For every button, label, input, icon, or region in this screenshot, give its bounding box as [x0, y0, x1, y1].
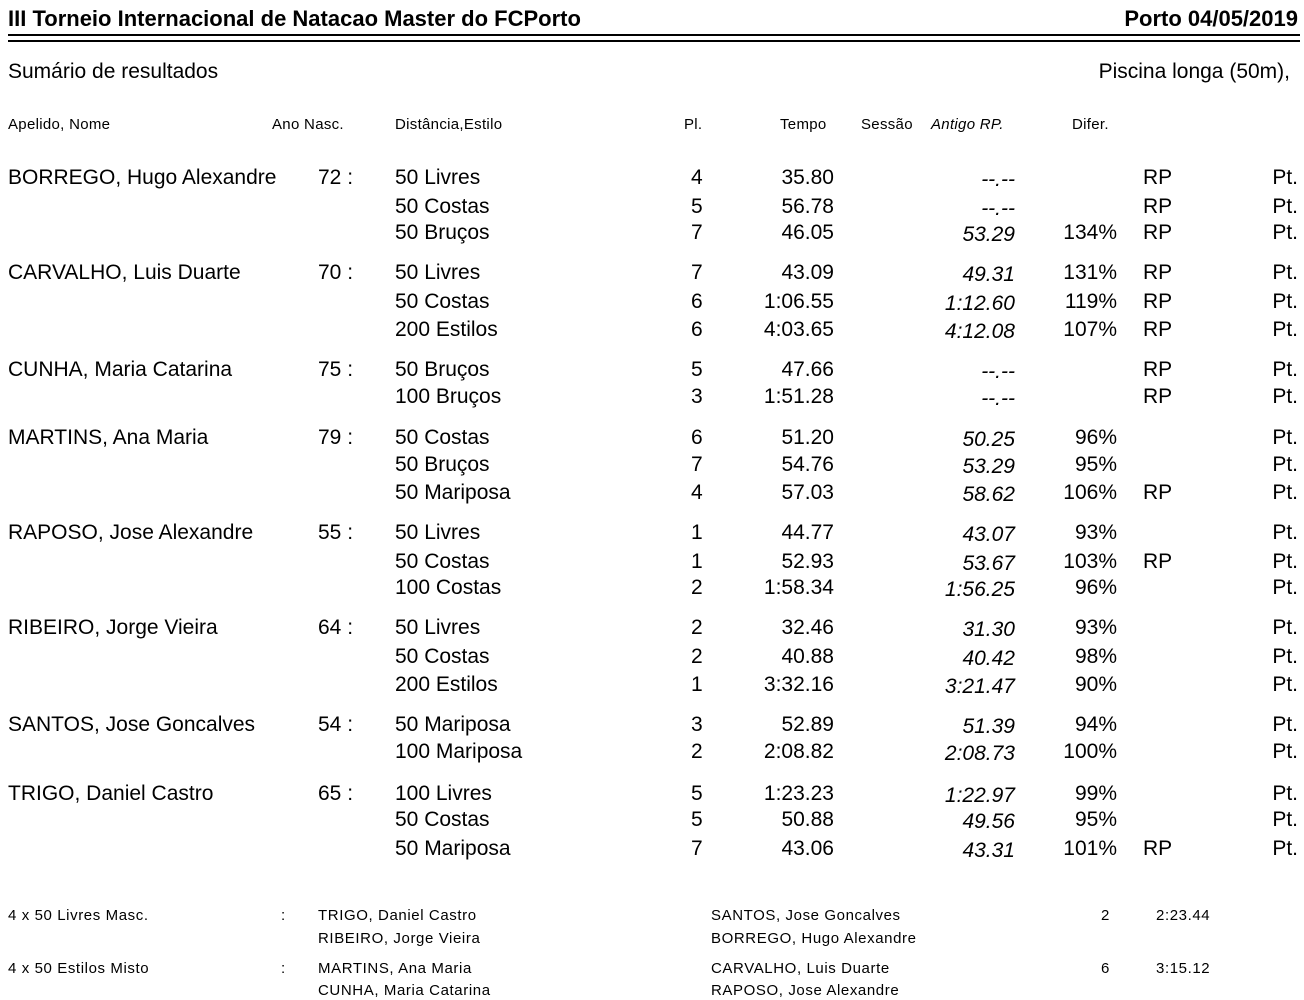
- difference: 100%: [1063, 740, 1117, 763]
- pt-label: Pt.: [1272, 221, 1298, 244]
- rp-flag: RP: [1143, 837, 1173, 860]
- time: 44.77: [781, 521, 834, 544]
- pt-label: Pt.: [1272, 290, 1298, 313]
- old-pb: --.--: [981, 197, 1015, 220]
- place-date: Porto 04/05/2019: [1124, 6, 1298, 31]
- event-label: 50 Livres: [395, 616, 481, 639]
- event-label: 100 Livres: [395, 782, 492, 805]
- place: 7: [691, 453, 703, 476]
- header-rule-bottom: [8, 40, 1300, 42]
- relay-event: 4 x 50 Estilos Misto: [8, 960, 150, 977]
- old-pb: 1:22.97: [944, 784, 1015, 807]
- pt-label: Pt.: [1272, 358, 1298, 381]
- place: 5: [691, 358, 703, 381]
- event-label: 50 Bruços: [395, 221, 490, 244]
- pt-label: Pt.: [1272, 195, 1298, 218]
- time: 47.66: [781, 358, 834, 381]
- relay-member: CARVALHO, Luis Duarte: [711, 960, 890, 977]
- relay-separator: :: [281, 907, 286, 924]
- pt-label: Pt.: [1272, 550, 1298, 573]
- time: 46.05: [781, 221, 834, 244]
- time: 52.93: [781, 550, 834, 573]
- place: 4: [691, 166, 703, 189]
- difference: 94%: [1074, 713, 1117, 736]
- time: 1:58.34: [763, 576, 834, 599]
- event-label: 100 Bruços: [395, 385, 502, 408]
- event-label: 50 Livres: [395, 521, 481, 544]
- time: 56.78: [781, 195, 834, 218]
- col-header-place: Pl.: [684, 116, 703, 133]
- pt-label: Pt.: [1272, 261, 1298, 284]
- difference: 131%: [1063, 261, 1117, 284]
- swimmer-name: TRIGO, Daniel Castro: [8, 782, 214, 805]
- place: 2: [691, 576, 703, 599]
- place: 7: [691, 261, 703, 284]
- time: 32.46: [781, 616, 834, 639]
- old-pb: 49.31: [962, 263, 1015, 286]
- swimmer-name: RIBEIRO, Jorge Vieira: [8, 616, 218, 639]
- old-pb: 53.29: [962, 223, 1015, 246]
- place: 2: [691, 645, 703, 668]
- birth-year: 54 :: [318, 713, 354, 736]
- old-pb: 1:56.25: [944, 578, 1015, 601]
- old-pb: 43.31: [962, 839, 1015, 862]
- place: 6: [691, 426, 703, 449]
- event-label: 50 Bruços: [395, 358, 490, 381]
- relay-member: BORREGO, Hugo Alexandre: [711, 930, 917, 947]
- relay-place: 6: [1101, 960, 1110, 977]
- birth-year: 79 :: [318, 426, 354, 449]
- event-label: 200 Estilos: [395, 318, 498, 341]
- pt-label: Pt.: [1272, 837, 1298, 860]
- place: 4: [691, 481, 703, 504]
- event-label: 50 Bruços: [395, 453, 490, 476]
- event-label: 50 Costas: [395, 426, 490, 449]
- place: 1: [691, 521, 703, 544]
- relay-member: CUNHA, Maria Catarina: [318, 982, 491, 999]
- pt-label: Pt.: [1272, 453, 1298, 476]
- old-pb: 3:21.47: [944, 675, 1015, 698]
- document-title: III Torneio Internacional de Natacao Master do FCPorto: [8, 6, 581, 31]
- old-pb: 53.67: [962, 552, 1015, 575]
- event-label: 100 Mariposa: [395, 740, 523, 763]
- event-label: 50 Costas: [395, 195, 490, 218]
- difference: 107%: [1063, 318, 1117, 341]
- old-pb: --.--: [981, 360, 1015, 383]
- place: 5: [691, 782, 703, 805]
- col-header-old-pb: Antigo RP.: [931, 116, 1004, 133]
- pool-type: Piscina longa (50m),: [1098, 60, 1290, 83]
- difference: 95%: [1074, 453, 1117, 476]
- place: 7: [691, 837, 703, 860]
- pt-label: Pt.: [1272, 673, 1298, 696]
- rp-flag: RP: [1143, 195, 1173, 218]
- difference: 93%: [1074, 521, 1117, 544]
- place: 5: [691, 195, 703, 218]
- place: 5: [691, 808, 703, 831]
- col-header-time: Tempo: [780, 116, 827, 133]
- pt-label: Pt.: [1272, 808, 1298, 831]
- pt-label: Pt.: [1272, 713, 1298, 736]
- place: 1: [691, 550, 703, 573]
- time: 54.76: [781, 453, 834, 476]
- swimmer-name: SANTOS, Jose Goncalves: [8, 713, 256, 736]
- time: 40.88: [781, 645, 834, 668]
- old-pb: --.--: [981, 387, 1015, 410]
- old-pb: 51.39: [962, 715, 1015, 738]
- rp-flag: RP: [1143, 481, 1173, 504]
- old-pb: 2:08.73: [944, 742, 1015, 765]
- old-pb: 40.42: [962, 647, 1015, 670]
- time: 43.09: [781, 261, 834, 284]
- event-label: 50 Costas: [395, 290, 490, 313]
- relay-member: TRIGO, Daniel Castro: [318, 907, 477, 924]
- difference: 106%: [1063, 481, 1117, 504]
- relay-place: 2: [1101, 907, 1110, 924]
- old-pb: 50.25: [962, 428, 1015, 451]
- relay-member: MARTINS, Ana Maria: [318, 960, 472, 977]
- time: 2:08.82: [763, 740, 834, 763]
- time: 50.88: [781, 808, 834, 831]
- time: 1:23.23: [763, 782, 834, 805]
- event-label: 50 Costas: [395, 645, 490, 668]
- pt-label: Pt.: [1272, 576, 1298, 599]
- place: 1: [691, 673, 703, 696]
- col-header-event: Distância,Estilo: [395, 116, 503, 133]
- event-label: 50 Costas: [395, 550, 490, 573]
- col-header-year: Ano Nasc.: [272, 116, 344, 133]
- birth-year: 72 :: [318, 166, 354, 189]
- event-label: 50 Mariposa: [395, 481, 511, 504]
- relay-member: RIBEIRO, Jorge Vieira: [318, 930, 481, 947]
- relay-member: RAPOSO, Jose Alexandre: [711, 982, 900, 999]
- old-pb: --.--: [981, 168, 1015, 191]
- place: 3: [691, 385, 703, 408]
- old-pb: 49.56: [962, 810, 1015, 833]
- time: 57.03: [781, 481, 834, 504]
- event-label: 50 Livres: [395, 166, 481, 189]
- birth-year: 65 :: [318, 782, 354, 805]
- rp-flag: RP: [1143, 221, 1173, 244]
- event-label: 50 Mariposa: [395, 713, 511, 736]
- rp-flag: RP: [1143, 358, 1173, 381]
- difference: 93%: [1074, 616, 1117, 639]
- difference: 95%: [1074, 808, 1117, 831]
- swimmer-name: CUNHA, Maria Catarina: [8, 358, 233, 381]
- relay-event: 4 x 50 Livres Masc.: [8, 907, 149, 924]
- old-pb: 53.29: [962, 455, 1015, 478]
- time: 1:06.55: [763, 290, 834, 313]
- col-header-session: Sessão: [861, 116, 913, 133]
- time: 3:32.16: [763, 673, 834, 696]
- relay-time: 3:15.12: [1156, 960, 1211, 977]
- pt-label: Pt.: [1272, 318, 1298, 341]
- time: 1:51.28: [763, 385, 834, 408]
- time: 51.20: [781, 426, 834, 449]
- time: 43.06: [781, 837, 834, 860]
- rp-flag: RP: [1143, 318, 1173, 341]
- pt-label: Pt.: [1272, 740, 1298, 763]
- pt-label: Pt.: [1272, 481, 1298, 504]
- pt-label: Pt.: [1272, 782, 1298, 805]
- summary-subtitle: Sumário de resultados: [8, 60, 219, 83]
- rp-flag: RP: [1143, 290, 1173, 313]
- swimmer-name: BORREGO, Hugo Alexandre: [8, 166, 277, 189]
- rp-flag: RP: [1143, 166, 1173, 189]
- difference: 99%: [1074, 782, 1117, 805]
- time: 4:03.65: [763, 318, 834, 341]
- old-pb: 4:12.08: [944, 320, 1015, 343]
- swimmer-name: MARTINS, Ana Maria: [8, 426, 209, 449]
- time: 35.80: [781, 166, 834, 189]
- swimmer-name: CARVALHO, Luis Duarte: [8, 261, 241, 284]
- difference: 90%: [1074, 673, 1117, 696]
- pt-label: Pt.: [1272, 645, 1298, 668]
- event-label: 50 Livres: [395, 261, 481, 284]
- old-pb: 58.62: [962, 483, 1015, 506]
- relay-time: 2:23.44: [1156, 907, 1211, 924]
- place: 2: [691, 616, 703, 639]
- pt-label: Pt.: [1272, 521, 1298, 544]
- old-pb: 43.07: [962, 523, 1015, 546]
- rp-flag: RP: [1143, 385, 1173, 408]
- birth-year: 55 :: [318, 521, 354, 544]
- difference: 103%: [1063, 550, 1117, 573]
- birth-year: 64 :: [318, 616, 354, 639]
- rp-flag: RP: [1143, 261, 1173, 284]
- difference: 101%: [1063, 837, 1117, 860]
- col-header-name: Apelido, Nome: [8, 116, 111, 133]
- old-pb: 31.30: [962, 618, 1015, 641]
- rp-flag: RP: [1143, 550, 1173, 573]
- event-label: 100 Costas: [395, 576, 502, 599]
- event-label: 200 Estilos: [395, 673, 498, 696]
- place: 6: [691, 290, 703, 313]
- difference: 134%: [1063, 221, 1117, 244]
- swimmer-name: RAPOSO, Jose Alexandre: [8, 521, 254, 544]
- difference: 119%: [1064, 290, 1117, 313]
- place: 6: [691, 318, 703, 341]
- pt-label: Pt.: [1272, 426, 1298, 449]
- event-label: 50 Costas: [395, 808, 490, 831]
- old-pb: 1:12.60: [944, 292, 1015, 315]
- relay-separator: :: [281, 960, 286, 977]
- pt-label: Pt.: [1272, 166, 1298, 189]
- header-rule-top: [8, 34, 1300, 36]
- col-header-diff: Difer.: [1072, 116, 1109, 133]
- birth-year: 75 :: [318, 358, 354, 381]
- difference: 96%: [1074, 576, 1117, 599]
- pt-label: Pt.: [1272, 616, 1298, 639]
- place: 2: [691, 740, 703, 763]
- event-label: 50 Mariposa: [395, 837, 511, 860]
- pt-label: Pt.: [1272, 385, 1298, 408]
- relay-member: SANTOS, Jose Goncalves: [711, 907, 901, 924]
- place: 3: [691, 713, 703, 736]
- difference: 98%: [1074, 645, 1117, 668]
- place: 7: [691, 221, 703, 244]
- difference: 96%: [1074, 426, 1117, 449]
- birth-year: 70 :: [318, 261, 354, 284]
- time: 52.89: [781, 713, 834, 736]
